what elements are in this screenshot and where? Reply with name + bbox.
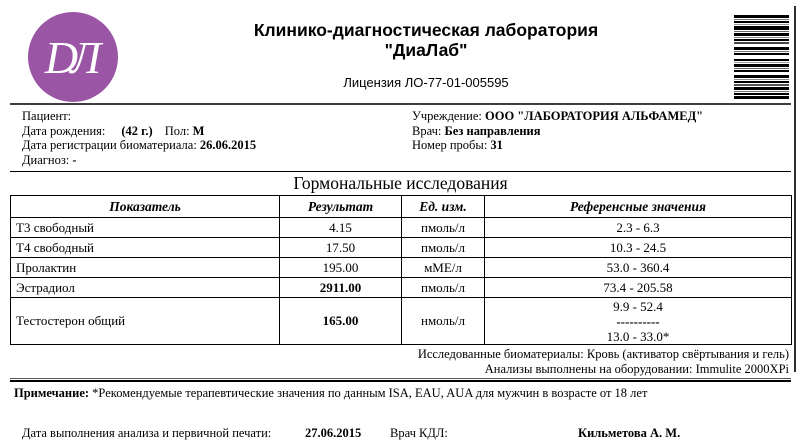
test-reference: 53.0 - 360.4: [485, 258, 792, 278]
patient-block: [0, 109, 412, 167]
table-row: [11, 258, 792, 278]
equipment-note: Анализы выполнены на оборудовании: Immulite 2000XPi: [484, 361, 789, 376]
facility-label: Учреждение:: [412, 109, 482, 123]
report-footer: [0, 426, 801, 444]
remark-row: [0, 382, 801, 401]
lab-name: "ДиаЛаб": [384, 40, 468, 60]
sample-number-row: [412, 138, 801, 153]
referring-doctor-label: Врач:: [412, 123, 442, 138]
test-unit: пмоль/л: [402, 218, 485, 238]
remark-label: Примечание:: [14, 386, 90, 401]
report-header: [0, 0, 801, 102]
license-number: Лицензия ЛО-77-01-005595: [343, 75, 509, 90]
table-row: [11, 278, 792, 298]
report-title: Гормональные исследования: [293, 173, 508, 194]
column-header-units: Ед. изм.: [402, 196, 485, 218]
test-unit: нмоль/л: [402, 298, 485, 345]
test-reference: 10.3 - 24.5: [485, 238, 792, 258]
remark-text: *Рекомендуемые терапевтические значения по данным ISA, EAU, AUA для мужчин в возрасте от 18 лет: [92, 386, 648, 401]
table-row: [11, 238, 792, 258]
test-name: Т3 свободный: [11, 218, 280, 238]
patient-info-section: [0, 105, 801, 170]
referring-doctor-row: [412, 124, 801, 139]
test-result: 4.15: [280, 218, 402, 238]
test-reference: 73.4 - 205.58: [485, 278, 792, 298]
test-name: Тестостерон общий: [11, 298, 280, 345]
test-result-abnormal: 2911.00: [280, 278, 402, 298]
patient-age: (42 г.): [121, 123, 153, 138]
barcode-icon: [734, 15, 789, 100]
column-header-reference: Референсные значения: [485, 196, 792, 218]
reference-separator: ----------: [616, 313, 660, 329]
test-result-abnormal: 165.00: [280, 298, 402, 345]
birthdate-row: [22, 124, 412, 139]
lab-doctor-label: Врач КДЛ:: [390, 426, 448, 441]
column-header-indicator: Показатель: [11, 196, 280, 218]
test-reference: 2.3 - 6.3: [485, 218, 792, 238]
print-date: 27.06.2015: [305, 426, 362, 441]
lab-logo: [28, 12, 118, 102]
column-header-result: Результат: [280, 196, 402, 218]
diagnosis-label: Диагноз:: [22, 152, 70, 167]
lab-doctor-name: Кильметова А. М.: [578, 426, 681, 441]
test-reference-multi: [485, 298, 792, 345]
patient-label: Пациент:: [22, 109, 72, 123]
sex-label: Пол:: [164, 123, 190, 138]
test-result: 17.50: [280, 238, 402, 258]
registration-date: 26.06.2015: [199, 138, 257, 153]
facility-row: [412, 109, 801, 124]
table-header-row: [11, 196, 792, 218]
facility-block: [412, 109, 801, 167]
results-table: [10, 195, 792, 345]
test-unit: мМЕ/л: [402, 258, 485, 278]
registration-row: [22, 138, 412, 153]
registration-label: Дата регистрации биоматериала:: [22, 138, 197, 153]
referring-doctor: Без направления: [444, 123, 541, 138]
diagnosis-value: -: [72, 152, 77, 167]
table-row: [11, 218, 792, 238]
facility-name: ООО "ЛАБОРАТОРИЯ АЛЬФАМЕД": [485, 109, 704, 123]
info-divider: [10, 171, 791, 172]
reference-range-1: 9.9 - 52.4: [613, 298, 663, 314]
biomaterials-note: Исследованные биоматериалы: Кровь (активатор свёртывания и гель): [417, 347, 789, 362]
page-edge-line: [794, 6, 796, 372]
lab-title: Клинико-диагностическая лаборатория: [253, 20, 599, 40]
after-table-notes: [0, 347, 801, 376]
header-titles: [118, 12, 734, 102]
test-unit: пмоль/л: [402, 238, 485, 258]
print-date-label: Дата выполнения анализа и первичной печати:: [22, 426, 272, 441]
test-name: Т4 свободный: [11, 238, 280, 258]
test-unit: пмоль/л: [402, 278, 485, 298]
sample-number-label: Номер пробы:: [412, 138, 488, 153]
sample-number: 31: [490, 138, 503, 153]
test-name: Пролактин: [11, 258, 280, 278]
patient-row: [22, 109, 412, 124]
diagnosis-row: [22, 153, 412, 168]
birth-label: Дата рождения:: [22, 123, 106, 138]
test-result: 195.00: [280, 258, 402, 278]
logo-monogram: DЛ: [44, 31, 94, 83]
patient-sex: М: [192, 123, 205, 138]
test-name: Эстрадиол: [11, 278, 280, 298]
reference-range-2: 13.0 - 33.0*: [606, 328, 670, 344]
table-row: [11, 298, 792, 345]
